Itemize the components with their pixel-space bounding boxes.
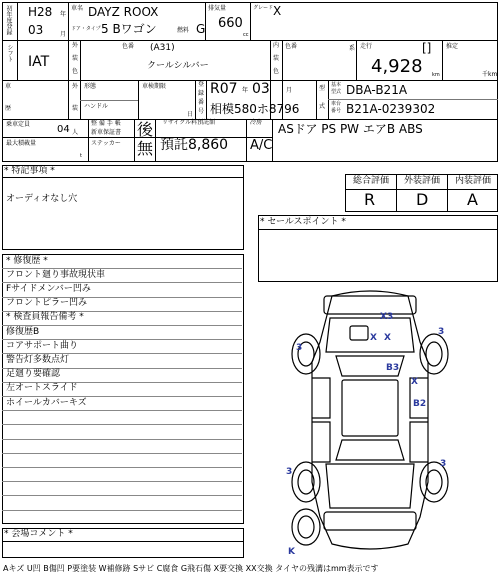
maintenance-label: 整 備 手 帳 bbox=[91, 120, 121, 127]
capacity-unit: 人 bbox=[72, 129, 79, 136]
interior-color-label: 色番 bbox=[285, 43, 298, 50]
chassis-label-2: 番号 bbox=[331, 108, 342, 114]
left-rear-door bbox=[312, 422, 330, 462]
venue-comment-title: * 会場コメント * bbox=[4, 529, 73, 539]
handle-label: ハンドル bbox=[84, 103, 109, 110]
chassis-number: B21A-0239302 bbox=[346, 102, 436, 116]
mark-right-fender: B3 bbox=[386, 363, 400, 373]
row-divider bbox=[2, 410, 242, 411]
displacement: 660 bbox=[218, 16, 243, 31]
rear-bumper-panel bbox=[324, 512, 416, 530]
year-era: H28 bbox=[28, 5, 53, 19]
sticker-value: 無 bbox=[137, 139, 154, 158]
mark-front-bumper: X3 bbox=[380, 312, 394, 322]
mark-right-front-door: B2 bbox=[413, 399, 427, 409]
model-code: DBA-B21A bbox=[346, 83, 408, 97]
door-type: 5 Bワゴン bbox=[101, 22, 157, 36]
row-divider bbox=[2, 424, 242, 425]
row-divider bbox=[2, 510, 242, 511]
plate-label-3: 番 bbox=[198, 99, 205, 106]
capacity-value: 04 bbox=[57, 124, 70, 135]
row-divider bbox=[2, 467, 242, 468]
model-code-label-2: 型式 bbox=[331, 89, 342, 95]
rear-glass-panel bbox=[336, 440, 404, 460]
mark-front-right-wheel: 3 bbox=[438, 327, 445, 337]
shape-ext-label-2: 装 bbox=[72, 105, 79, 112]
repair-item: Fサイドメンバー凹み bbox=[6, 283, 91, 294]
capacity-label: 乗車定員 bbox=[6, 121, 31, 128]
recycle-deposit: 預託8,860 bbox=[160, 137, 229, 153]
warranty-label: 新車保証書 bbox=[91, 129, 122, 136]
type-label-2: 式 bbox=[319, 103, 326, 110]
rear-left-wheel bbox=[292, 462, 320, 502]
mark-bonnet-1: X bbox=[370, 333, 377, 343]
mark-rear-bumper: K bbox=[288, 547, 295, 557]
exterior-score: D bbox=[416, 190, 429, 209]
shape-label: 形態 bbox=[84, 83, 97, 90]
displacement-label: 排気量 bbox=[208, 5, 227, 12]
special-notes-text: オーディオなし穴 bbox=[6, 194, 78, 204]
row-divider bbox=[2, 495, 242, 496]
total-score: R bbox=[364, 190, 376, 209]
report-rows bbox=[2, 254, 244, 524]
plate-label-2: 録 bbox=[198, 90, 205, 97]
car-body-outline bbox=[312, 291, 428, 549]
license-plate: 相模580ホ8796 bbox=[210, 102, 300, 116]
equipment-list: ASドア PS PW エアB ABS bbox=[278, 122, 423, 136]
fuel-type: G bbox=[196, 22, 206, 36]
inspector-note-item: 左オートスライド bbox=[6, 383, 78, 394]
interior-label: 内 bbox=[273, 42, 280, 49]
aircon-value: A/C bbox=[250, 138, 273, 153]
mark-right-pillar: X bbox=[411, 377, 418, 387]
rear-gate-panel bbox=[326, 464, 414, 508]
row-divider bbox=[2, 453, 242, 454]
inspection-label: 車検期限 bbox=[142, 83, 167, 90]
assessment-label: 推定 bbox=[446, 43, 459, 50]
mileage-label: 走行 bbox=[360, 43, 373, 50]
car-name-label: 車名 bbox=[71, 5, 84, 12]
model-code-label: 基本 bbox=[331, 82, 342, 88]
sticker-label: ステッカー bbox=[91, 140, 121, 147]
mark-rear-left-wheel: 3 bbox=[286, 467, 293, 477]
chassis-label: 車台 bbox=[331, 101, 342, 107]
max-load-unit: t bbox=[80, 153, 82, 159]
inspection-year-unit: 年 bbox=[242, 87, 249, 94]
month-unit: 月 bbox=[60, 31, 67, 38]
interior-label-3: 色 bbox=[273, 68, 280, 75]
interior-color-unit: 系 bbox=[349, 45, 356, 52]
year-label: 初年度登録 bbox=[5, 5, 12, 35]
car-history-label-2: 歴 bbox=[5, 105, 12, 112]
exterior-score-label: 外装評価 bbox=[404, 176, 441, 186]
mark-bonnet-2: X bbox=[384, 333, 391, 343]
inspector-note-item: コアサポート曲り bbox=[6, 340, 79, 351]
grade: X bbox=[273, 4, 282, 18]
color-code: (A31) bbox=[150, 43, 175, 53]
inspection-month-unit: 月 bbox=[286, 87, 293, 94]
aircon-label: 冷房 bbox=[250, 119, 263, 126]
plate-label: 登 bbox=[198, 81, 205, 88]
color-code-label: 色番 bbox=[122, 43, 135, 50]
exterior-label-3: 色 bbox=[72, 68, 79, 75]
shift-label: シフト bbox=[6, 44, 13, 62]
assessment-unit: 千km bbox=[482, 71, 498, 78]
repair-history-title: * 修復歴 * bbox=[6, 255, 48, 266]
grade-label: グレード bbox=[253, 5, 274, 11]
exterior-label: 外 bbox=[72, 42, 79, 49]
car-history-label: 車 bbox=[5, 83, 12, 90]
fuel-label: 燃料 bbox=[177, 27, 190, 34]
inspection-day-unit: 日 bbox=[187, 111, 194, 118]
inspector-note-item: ホイールカバーキズ bbox=[6, 397, 87, 408]
left-front-door bbox=[312, 378, 330, 418]
front-bumper-panel bbox=[324, 296, 416, 314]
color-name: クールシルバー bbox=[147, 61, 209, 71]
interior-score: A bbox=[467, 190, 478, 209]
shape-ext-label: 外 bbox=[72, 83, 79, 90]
inspector-note-item: 足廻り要確認 bbox=[6, 369, 61, 380]
exterior-label-2: 装 bbox=[72, 55, 79, 62]
interior-score-label: 内装評価 bbox=[455, 176, 492, 186]
car-name: DAYZ ROOX bbox=[88, 5, 159, 19]
inspector-note-item: 警告灯多数点灯 bbox=[6, 354, 70, 365]
spare-tire bbox=[292, 509, 320, 545]
repair-item: フロント廻り事故現状車 bbox=[6, 269, 106, 280]
year-unit: 年 bbox=[60, 11, 67, 18]
repair-item: フロントピラー凹み bbox=[6, 298, 88, 309]
mark-rear-right-wheel: 3 bbox=[440, 459, 447, 469]
damage-legend: Aキズ U凹 B傷凹 P要塗装 W補修跡 Sサビ C腐食 G飛石傷 X要交換 XX交換 タイヤの残溝はmm表示です bbox=[3, 564, 379, 573]
shift-type: IAT bbox=[28, 54, 50, 70]
recycle-label: リサイクル料預託額 bbox=[162, 119, 216, 126]
sales-points-title: * セールスポイント * bbox=[260, 217, 346, 227]
total-score-label: 総合評価 bbox=[353, 176, 390, 186]
seat-position: 後 bbox=[137, 120, 154, 139]
car-damage-diagram bbox=[280, 282, 460, 567]
mileage-bracket: [] bbox=[422, 41, 432, 55]
inspector-notes-title: * 検査員報告備考 * bbox=[6, 312, 84, 323]
inspection-month: 03 bbox=[252, 81, 270, 97]
row-divider bbox=[2, 439, 242, 440]
row-divider bbox=[2, 325, 242, 326]
inspection-era: R07 bbox=[210, 81, 238, 97]
row-divider bbox=[2, 396, 242, 397]
right-rear-door bbox=[410, 422, 428, 462]
row-divider bbox=[2, 481, 242, 482]
inspector-note-item: 修復歴B bbox=[6, 326, 40, 337]
roof-panel bbox=[342, 380, 398, 436]
displacement-unit: cc bbox=[243, 32, 249, 38]
special-notes-title: * 特記事項 * bbox=[4, 166, 55, 176]
interior-label-2: 装 bbox=[273, 55, 280, 62]
plate-label-4: 号 bbox=[198, 108, 205, 115]
mileage-unit: km bbox=[432, 72, 440, 78]
type-label: 型 bbox=[319, 85, 326, 92]
max-load-label: 最大積載量 bbox=[6, 140, 37, 147]
door-type-label: ドア・タイプ bbox=[71, 26, 101, 32]
mark-front-left-wheel: 3 bbox=[296, 343, 303, 353]
registration-month: 03 bbox=[28, 23, 44, 37]
mileage-value: 4,928 bbox=[371, 56, 423, 77]
